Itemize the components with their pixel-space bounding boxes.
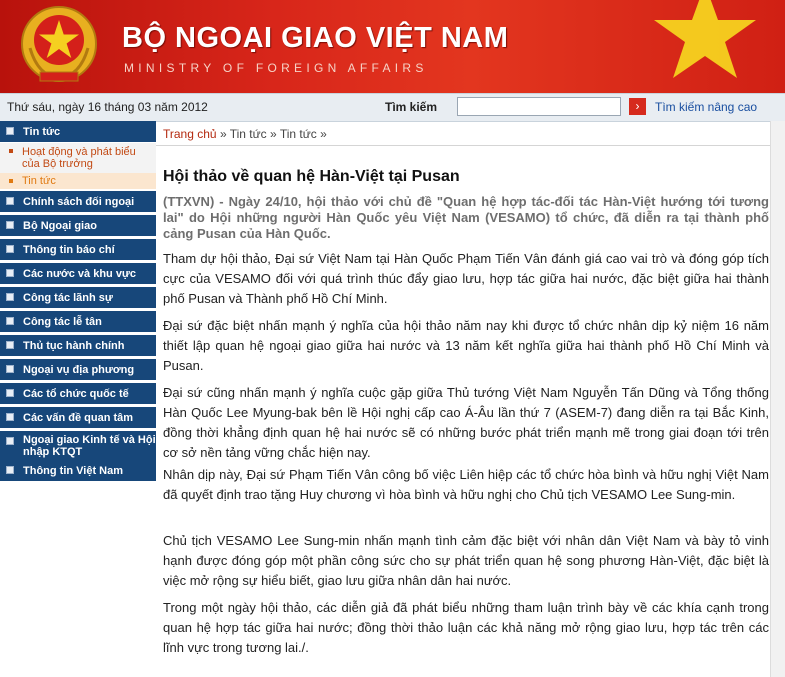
square-bullet-icon	[6, 389, 14, 397]
breadcrumb-separator: »	[320, 127, 327, 141]
sidebar-subitem-minister-activities[interactable]	[0, 143, 156, 173]
breadcrumb-home[interactable]: Trang chủ	[163, 127, 217, 141]
site-subtitle: MINISTRY OF FOREIGN AFFAIRS	[124, 61, 428, 75]
square-bullet-icon	[6, 437, 14, 445]
sidebar-item-label: Công tác lễ tân	[23, 316, 102, 328]
breadcrumb-level1[interactable]: Tin tức	[229, 127, 267, 141]
square-bullet-icon	[6, 221, 14, 229]
current-date: Thứ sáu, ngày 16 tháng 03 năm 2012	[7, 100, 208, 114]
sidebar-item-label: Thủ tục hành chính	[23, 340, 125, 352]
breadcrumb-separator: »	[270, 127, 277, 141]
sidebar-subitem-label: Tin tức	[22, 175, 56, 187]
yellow-star-icon	[610, 0, 780, 93]
sidebar-subitem-news-active[interactable]	[0, 173, 156, 189]
sidebar-item-consular[interactable]	[0, 287, 156, 309]
divider	[156, 145, 770, 146]
sidebar-item-protocol[interactable]	[0, 311, 156, 333]
sidebar-item-news[interactable]	[0, 121, 156, 143]
article-paragraph: Chủ tịch VESAMO Lee Sung-min nhấn mạnh tình cảm đặc biệt với nhân dân Việt Nam và bày tỏ vinh hạnh được đóng góp một phần công sức cho sự phát triển quan hệ song phương Hàn-Việt, đặc biệt là việc mở rộng sự hiểu biết, giao lưu giữa nhân dân hai nước.	[163, 533, 769, 588]
search-button[interactable]	[629, 98, 646, 115]
national-emblem-icon[interactable]	[18, 4, 100, 88]
top-bar	[0, 93, 785, 122]
sidebar-item-label: Công tác lãnh sự	[23, 292, 113, 304]
sidebar-item-label: Các vấn đề quan tâm	[23, 412, 134, 424]
vertical-scrollbar[interactable]	[770, 121, 785, 677]
sidebar-nav	[0, 121, 156, 677]
dot-bullet-icon	[9, 179, 13, 183]
article-paragraph: Trong một ngày hội thảo, các diễn giả đã phát biểu những tham luận trình bày về các khía cạnh trong quan hệ hợp tác giữa hai nước; đồng thời thảo luận các khả năng mở rộng giao lưu, hợp tác trên các lĩnh vực trong tương lai./.	[163, 600, 769, 655]
sidebar-item-countries[interactable]	[0, 263, 156, 285]
article-paragraph: Đại sứ đặc biệt nhấn mạnh ý nghĩa của hội thảo năm nay khi được tổ chức nhân dịp kỷ niệm 16 năm thiết lập quan hệ ngoại giao giữa hai nước và 13 năm kết nghĩa giữa hai thành phố Hồ Chí Minh và Pusan.	[163, 318, 769, 373]
sidebar-item-label: Các nước và khu vực	[23, 268, 137, 280]
site-header	[0, 0, 785, 93]
advanced-search-link[interactable]: Tìm kiếm nâng cao	[655, 100, 758, 114]
article-paragraph: Nhân dịp này, Đại sứ Phạm Tiến Vân công bố việc Liên hiệp các tổ chức hòa bình và hữu nghị Việt Nam đã quyết định trao tặng Huy chương vì hòa bình và hữu nghị cho Chủ tịch VESAMO Lee Sung-min.	[163, 467, 769, 502]
article-paragraph: Tham dự hội thảo, Đại sứ Việt Nam tại Hàn Quốc Phạm Tiến Vân đánh giá cao vai trò và đóng góp tích cực của VESAMO đối với quá trình thúc đẩy giao lưu, hợp tác giữa hai nước, đặc biệt giữa hai thành phố Pusan và Thành phố Hồ Chí Minh.	[163, 251, 769, 306]
sidebar-item-procedures[interactable]	[0, 335, 156, 357]
sidebar-subitem-label: Hoạt động và phát biểu của Bộ trưởng	[22, 146, 136, 170]
main-content	[156, 121, 770, 677]
sidebar-item-press[interactable]	[0, 239, 156, 261]
square-bullet-icon	[6, 413, 14, 421]
sidebar-item-intl-orgs[interactable]	[0, 383, 156, 405]
square-bullet-icon	[6, 197, 14, 205]
sidebar-item-vietnam-info[interactable]	[0, 460, 156, 482]
square-bullet-icon	[6, 293, 14, 301]
square-bullet-icon	[6, 127, 14, 135]
sidebar-item-ministry[interactable]	[0, 215, 156, 237]
sidebar-item-label: Thông tin báo chí	[23, 244, 115, 256]
sidebar-item-issues[interactable]	[0, 407, 156, 429]
site-title: BỘ NGOẠI GIAO VIỆT NAM	[122, 22, 509, 54]
square-bullet-icon	[6, 466, 14, 474]
search-label: Tìm kiếm	[385, 100, 438, 114]
sidebar-item-label: Ngoại vụ địa phương	[23, 364, 135, 376]
article-lead: (TTXVN) - Ngày 24/10, hội thảo với chủ đề "Quan hệ hợp tác-đối tác Hàn-Việt hướng tới tương lai" do Hội những người Hàn Quốc yêu Việt Nam (VESAMO) tổ chức, đã diễn ra tại thành phố cảng Pusan của Hàn Quốc.	[163, 194, 769, 241]
breadcrumb-level2[interactable]: Tin tức	[279, 127, 317, 141]
square-bullet-icon	[6, 341, 14, 349]
sidebar-item-local-affairs[interactable]	[0, 359, 156, 381]
article-paragraph: Đại sứ cũng nhấn mạnh ý nghĩa cuộc gặp giữa Thủ tướng Việt Nam Nguyễn Tấn Dũng và Tổng thống Hàn Quốc Lee Myung-bak bên lề Hội nghị cấp cao Á-Âu lần thứ 7 (ASEM-7) đang diễn ra tại Bắc Kinh, đồng thời khẳng định quan hệ hai nước sẽ có những bước phát triển mạnh mẽ trong giai đoạn tới trên cơ sở nền tảng vững chắc hiện nay.	[163, 385, 769, 460]
square-bullet-icon	[6, 365, 14, 373]
sidebar-item-label: Tin tức	[23, 126, 61, 138]
search-input[interactable]	[457, 97, 621, 116]
dot-bullet-icon	[9, 149, 13, 153]
sidebar-item-foreign-policy[interactable]	[0, 191, 156, 213]
arrow-right-icon: ›	[635, 99, 640, 113]
sidebar-item-label: Thông tin Việt Nam	[23, 465, 124, 477]
sidebar-item-label: Bộ Ngoại giao	[23, 220, 97, 232]
square-bullet-icon	[6, 317, 14, 325]
breadcrumb	[163, 127, 327, 141]
sidebar-item-label: Ngoại giao Kinh tế và Hội nhập KTQT	[23, 434, 156, 458]
sidebar-item-label: Các tổ chức quốc tế	[23, 388, 129, 400]
article-title: Hội thảo về quan hệ Hàn-Việt tại Pusan	[163, 168, 460, 185]
square-bullet-icon	[6, 269, 14, 277]
sidebar-item-label: Chính sách đối ngoại	[23, 196, 135, 208]
breadcrumb-separator: »	[219, 127, 227, 141]
square-bullet-icon	[6, 245, 14, 253]
